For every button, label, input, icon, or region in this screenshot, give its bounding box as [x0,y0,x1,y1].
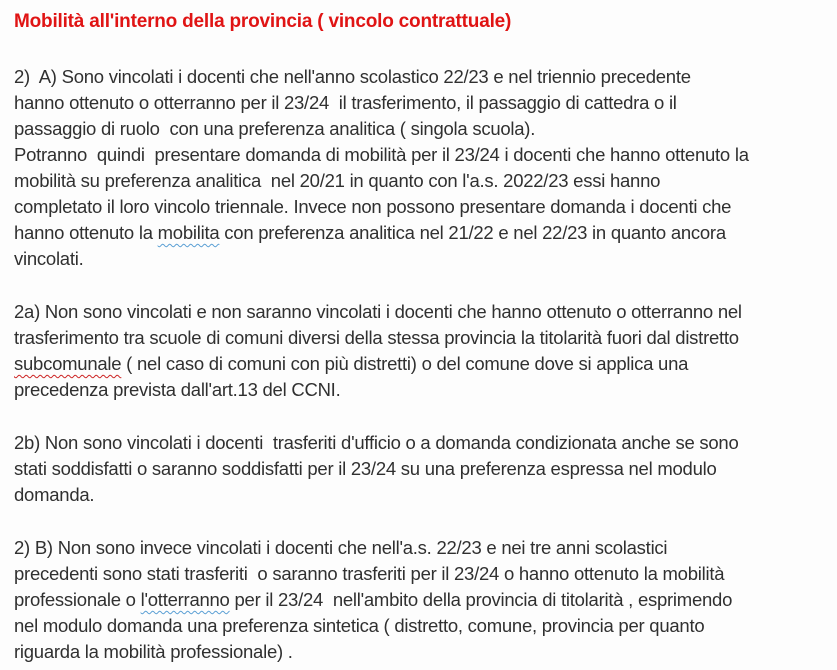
text-segment: domanda. [14,484,95,505]
text-segment: mobilità su preferenza analitica nel 20/21 in quanto con l'a.s. 2022/23 essi hanno [14,170,661,191]
text-line [14,64,831,90]
text-segment: stati soddisfatti o saranno soddisfatti per il 23/24 su una preferenza espressa nel modulo [14,458,717,479]
text-line [14,456,831,482]
text-line [14,194,831,220]
paragraph [14,430,831,508]
document-body [14,64,831,665]
text-segment: nel modulo domanda una preferenza sintetica ( distretto, comune, provincia per quanto [14,615,705,636]
text-segment: professionale o [14,589,141,610]
text-segment: trasferimento tra scuole di comuni diversi della stessa provincia la titolarità fuori dal distretto [14,327,739,348]
paragraph [14,299,831,403]
text-segment: riguarda la mobilità professionale) . [14,641,293,662]
text-line [14,639,831,665]
text-line [14,587,831,613]
text-segment: vincolati. [14,248,84,269]
paragraph [14,64,831,272]
text-segment: 2a) Non sono vincolati e non saranno vincolati i docenti che hanno ottenuto o otterranno nel [14,301,742,322]
text-line [14,351,831,377]
text-segment: passaggio di ruolo con una preferenza analitica ( singola scuola). [14,118,536,139]
text-line [14,430,831,456]
text-line [14,482,831,508]
text-line [14,90,831,116]
text-line [14,116,831,142]
misspelled-word-blue-underline: l'otterranno [140,589,230,610]
text-segment: precedenti sono stati trasferiti o saranno trasferiti per il 23/24 o hanno ottenuto la mobilità [14,563,725,584]
text-line [14,220,831,246]
text-segment: per il 23/24 nell'ambito della provincia di titolarità , esprimendo [229,589,733,610]
text-segment: completato il loro vincolo triennale. Invece non possono presentare domanda i docenti che [14,196,732,217]
text-line [14,613,831,639]
text-line [14,299,831,325]
paragraph [14,535,831,665]
text-line [14,246,831,272]
text-line [14,325,831,351]
text-line [14,377,831,403]
text-segment: Potranno quindi presentare domanda di mobilità per il 23/24 i docenti che hanno ottenuto la [14,144,749,165]
text-segment: ( nel caso di comuni con più distretti) o del comune dove si applica una [121,353,689,374]
text-line [14,561,831,587]
text-segment: hanno ottenuto la [14,222,158,243]
text-segment: 2b) Non sono vincolati i docenti trasferiti d'ufficio o a domanda condizionata anche se sono [14,432,739,453]
text-line [14,535,831,561]
text-segment: hanno ottenuto o otterranno per il 23/24 il trasferimento, il passaggio di cattedra o il [14,92,677,113]
text-line [14,168,831,194]
text-segment: 2) B) Non sono invece vincolati i docenti che nell'a.s. 22/23 e nei tre anni scolastici [14,537,668,558]
text-segment: con preferenza analitica nel 21/22 e nel 22/23 in quanto ancora [219,222,726,243]
misspelled-word-blue-underline: mobilita [157,222,220,243]
misspelled-word-red-underline: subcomunale [14,353,122,374]
text-segment: 2) A) Sono vincolati i docenti che nell'anno scolastico 22/23 e nel triennio precedente [14,66,691,87]
text-segment: precedenza prevista dall'art.13 del CCNI. [14,379,341,400]
page-title: Mobilità all'interno della provincia ( vincolo contrattuale) [14,11,512,32]
text-line [14,142,831,168]
